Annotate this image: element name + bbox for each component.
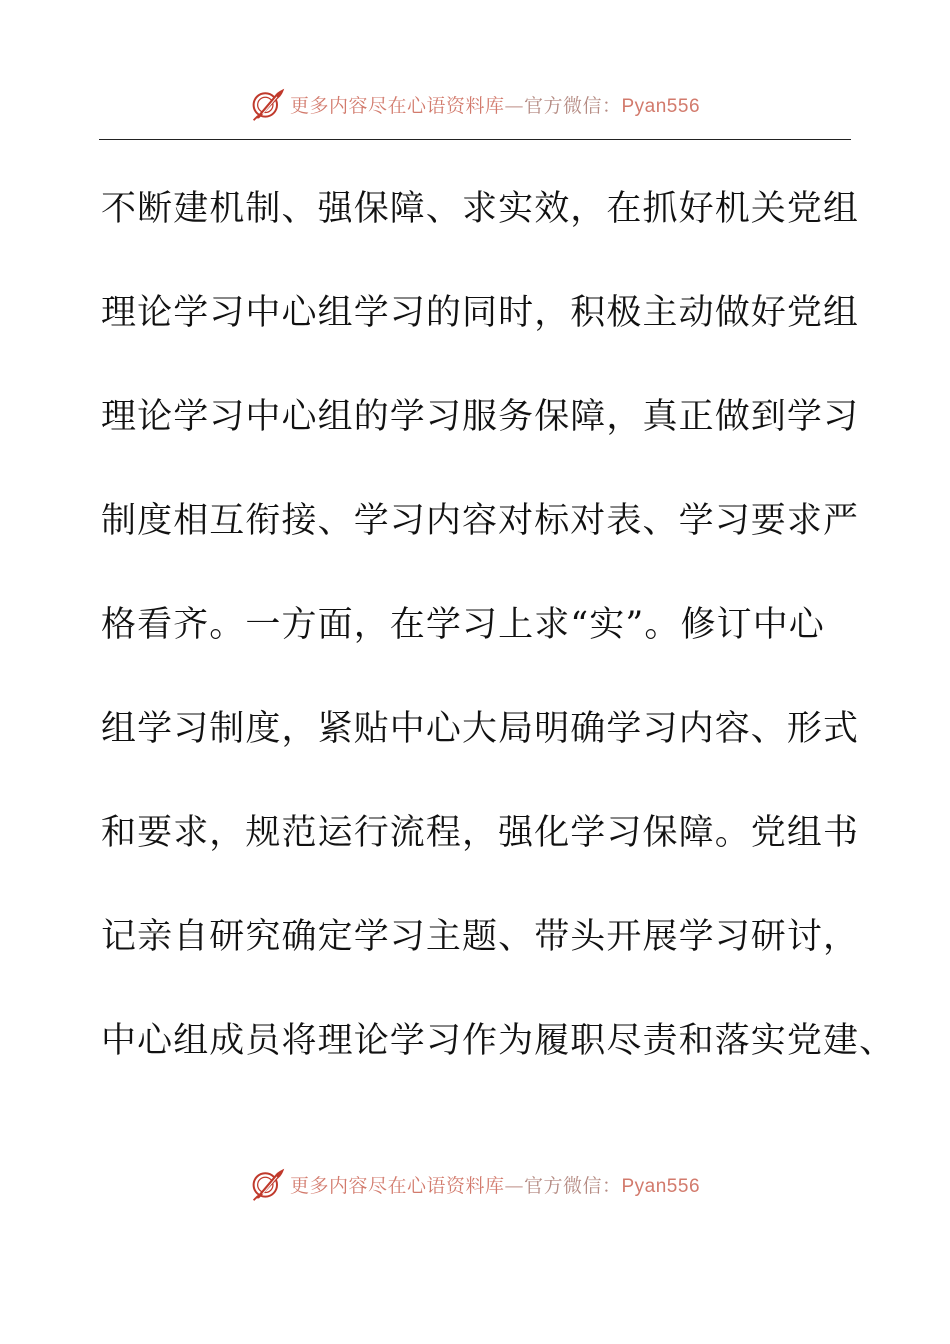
body-line: 格看齐。一方面，在学习上求“实”。修订中心 xyxy=(101,605,825,645)
footer-wechat-id: Pyan556 xyxy=(621,1175,701,1197)
body-line: 中心组成员将理论学习作为履职尽责和落实党建、 xyxy=(101,1021,896,1061)
header-banner xyxy=(0,82,950,126)
header-banner-text xyxy=(290,91,700,118)
footer-wechat-label: 官方微信： xyxy=(523,1174,622,1197)
header-slogan: 更多内容尽在心语资料库 xyxy=(289,94,505,117)
header-dash: — xyxy=(504,94,524,117)
header-divider xyxy=(99,139,851,140)
body-line: 不断建机制、强保障、求实效，在抓好机关党组 xyxy=(101,189,860,229)
footer-banner xyxy=(0,1162,950,1206)
quill-logo-icon xyxy=(250,86,286,122)
body-paragraph xyxy=(101,180,901,1116)
header-wechat-id: Pyan556 xyxy=(621,95,701,117)
body-line: 理论学习中心组的学习服务保障，真正做到学习 xyxy=(101,397,860,437)
footer-banner-text xyxy=(290,1171,700,1198)
body-line: 制度相互衔接、学习内容对标对表、学习要求严 xyxy=(101,501,860,541)
body-line: 记亲自研究确定学习主题、带头开展学习研讨， xyxy=(101,917,860,957)
quill-logo-icon xyxy=(250,1166,286,1202)
body-line: 组学习制度，紧贴中心大局明确学习内容、形式 xyxy=(101,709,860,749)
body-line: 理论学习中心组学习的同时，积极主动做好党组 xyxy=(101,293,860,333)
footer-dash: — xyxy=(504,1174,524,1197)
footer-slogan: 更多内容尽在心语资料库 xyxy=(289,1174,505,1197)
header-wechat-label: 官方微信： xyxy=(523,94,622,117)
body-line: 和要求，规范运行流程，强化学习保障。党组书 xyxy=(101,813,860,853)
